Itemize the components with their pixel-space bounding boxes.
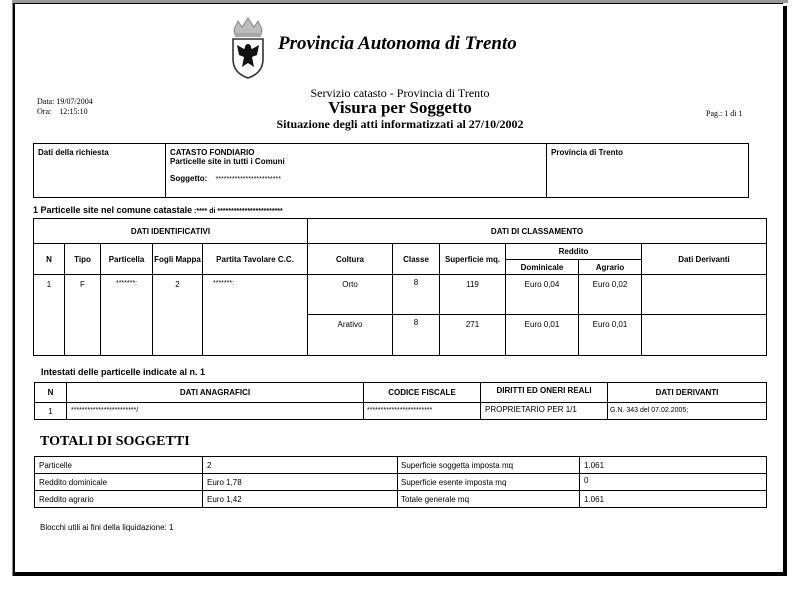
request-details — [166, 144, 547, 198]
footnote: Blocchi utili ai fini della liquidazione: 1 — [40, 523, 174, 532]
col-n: N — [35, 383, 67, 403]
brand-title: Provincia Autonoma di Trento — [278, 33, 517, 54]
cell-derivanti: G.N. 343 del 07.02.2005; — [608, 403, 767, 420]
col-diritti: DIRITTI ED ONERI REALI — [481, 383, 608, 403]
page-indicator: Pag.: 1 di 1 — [706, 109, 743, 118]
page-shadow-bottom — [13, 572, 787, 576]
cell-tipo: F — [65, 275, 101, 356]
section1-title-comune: :**** di ************************ — [192, 208, 283, 215]
cell-particella: *******: — [101, 275, 153, 356]
cell-value: 1.061 — [580, 457, 767, 474]
particelle-table — [33, 218, 767, 356]
col-partita: Partita Tavolare C.C. — [203, 244, 308, 275]
group-dati-identificativi: DATI IDENTIFICATIVI — [34, 219, 308, 244]
cell-value: 1.061 — [580, 491, 767, 508]
time-label: Ora: — [37, 107, 52, 116]
cell-diritti: PROPRIETARIO PER 1/1 — [481, 403, 608, 420]
cell-label: Reddito dominicale — [35, 474, 203, 491]
date-label: Data: — [37, 97, 55, 106]
group-dati-classamento: DATI DI CLASSAMENTO — [308, 219, 767, 244]
cell-value: 0 — [580, 474, 767, 491]
subject-line — [170, 174, 542, 183]
cell-superficie: 119 — [440, 275, 506, 315]
col-dati-derivanti: Dati Derivanti — [642, 244, 767, 275]
table-row — [35, 403, 767, 420]
owners-table — [34, 382, 767, 420]
cell-agrario: Euro 0,01 — [579, 315, 642, 356]
subject-label: Soggetto: — [170, 174, 208, 183]
section1-title — [33, 205, 283, 215]
cell-value: Euro 1,42 — [203, 491, 398, 508]
totals-table — [34, 456, 767, 508]
document-subtitle: Situazione degli atti informatizzati al 27/10/2002 — [276, 117, 524, 131]
cell-label: Particelle — [35, 457, 203, 474]
cell-n: 1 — [35, 403, 67, 420]
cell-label: Superficie esente imposta mq — [398, 474, 580, 491]
subject-value: ************************ — [215, 176, 281, 183]
cell-partita: *******: — [203, 275, 308, 356]
col-reddito: Reddito — [506, 244, 642, 260]
col-classe: Classe — [393, 244, 440, 275]
cell-anagrafici: ************************/ — [67, 403, 364, 420]
table-row — [35, 491, 767, 508]
col-dati-derivanti: DATI DERIVANTI — [608, 383, 767, 403]
cell-derivanti — [642, 315, 767, 356]
cell-dominicale: Euro 0,04 — [506, 275, 579, 315]
table-row — [35, 457, 767, 474]
table-row — [35, 474, 767, 491]
request-table — [33, 143, 749, 198]
cell-codice-fiscale: ************************ — [364, 403, 481, 420]
cell-value: 2 — [203, 457, 398, 474]
date-value: 19/07/2004 — [56, 97, 93, 106]
catasto-type: CATASTO FONDIARIO — [170, 148, 255, 157]
col-particella: Particella — [101, 244, 153, 275]
col-superficie: Superficie mq. — [440, 244, 506, 275]
table-row — [34, 275, 767, 315]
col-tipo: Tipo — [65, 244, 101, 275]
cell-n: 1 — [34, 275, 65, 356]
cell-coltura: Orto — [308, 275, 393, 315]
coat-of-arms-icon — [228, 15, 268, 80]
cell-label: Totale generale mq — [398, 491, 580, 508]
section1-title-main: 1 Particelle site nel comune catastale — [33, 205, 193, 215]
request-scope: Particelle site in tutti i Comuni — [170, 157, 285, 166]
col-codice-fiscale: CODICE FISCALE — [364, 383, 481, 403]
service-line: Servizio catasto - Provincia di Trento — [310, 86, 490, 100]
cell-dominicale: Euro 0,01 — [506, 315, 579, 356]
cell-classe: 8 — [393, 275, 440, 315]
cell-label: Reddito agrario — [35, 491, 203, 508]
cell-label: Superficie soggetta imposta mq — [398, 457, 580, 474]
cell-coltura: Arativo — [308, 315, 393, 356]
province-cell: Provincia di Trento — [547, 144, 749, 198]
request-label: Dati della richiesta — [34, 144, 166, 198]
document-title: Visura per Soggetto — [328, 98, 472, 117]
col-dominicale: Dominicale — [506, 260, 579, 275]
time-value: 12:15:10 — [59, 107, 88, 116]
col-fogli-mappa: Fogli Mappa — [153, 244, 203, 275]
cell-agrario: Euro 0,02 — [579, 275, 642, 315]
cell-fogli: 2 — [153, 275, 203, 356]
cell-classe: 8 — [393, 315, 440, 356]
cell-derivanti — [642, 275, 767, 315]
cell-superficie: 271 — [440, 315, 506, 356]
col-coltura: Coltura — [308, 244, 393, 275]
owners-title: Intestati delle particelle indicate al n. 1 — [41, 367, 206, 377]
col-n: N — [34, 244, 65, 275]
col-dati-anagrafici: DATI ANAGRAFICI — [67, 383, 364, 403]
totals-title: TOTALI DI SOGGETTI — [40, 434, 190, 449]
cell-value: Euro 1,78 — [203, 474, 398, 491]
col-agrario: Agrario — [579, 260, 642, 275]
